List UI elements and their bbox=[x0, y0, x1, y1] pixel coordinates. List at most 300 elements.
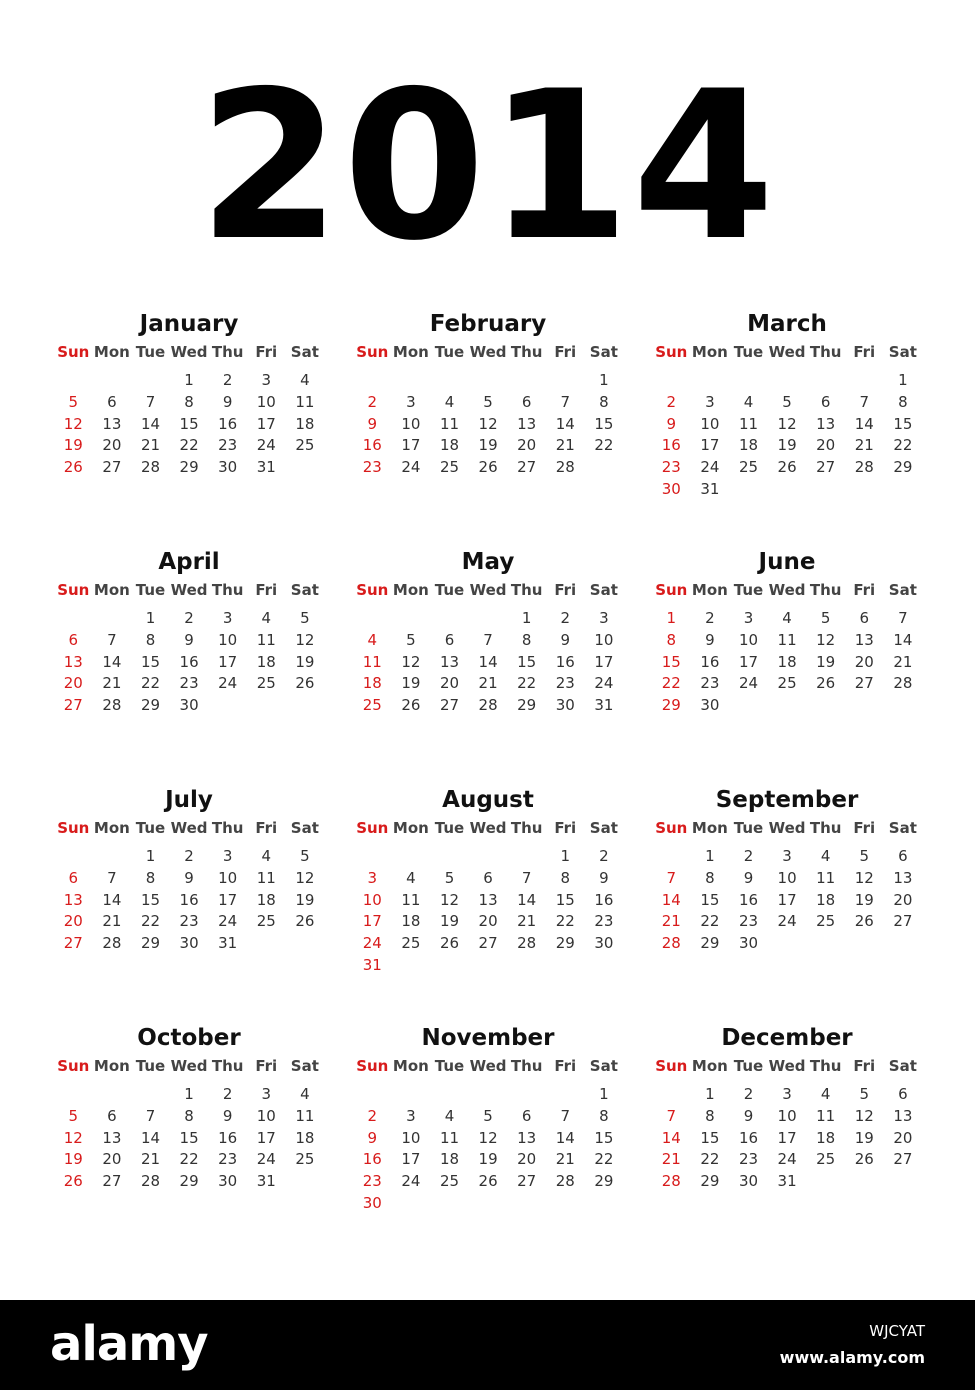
day-cell: 9 bbox=[599, 868, 609, 887]
weekday-sat: Sat bbox=[290, 1057, 319, 1075]
day-cell: 26 bbox=[63, 1172, 83, 1191]
month-january bbox=[54, 308, 324, 546]
weekday-fri: Fri bbox=[853, 819, 876, 837]
day-cell: 11 bbox=[256, 868, 276, 887]
alamy-logo: alamy bbox=[50, 1316, 208, 1372]
day-cell: 25 bbox=[256, 912, 276, 931]
day-cell: 15 bbox=[140, 652, 161, 671]
day-cell: 16 bbox=[738, 890, 759, 909]
day-cell: 27 bbox=[517, 1172, 537, 1191]
day-cell: 22 bbox=[179, 1150, 199, 1169]
day-cell: 6 bbox=[521, 1106, 532, 1125]
weekday-tue: Tue bbox=[135, 819, 166, 837]
day-cell: 25 bbox=[816, 1150, 836, 1169]
day-cell: 20 bbox=[893, 890, 913, 909]
day-cell: 22 bbox=[517, 674, 537, 693]
weekday-mon: Mon bbox=[392, 1057, 429, 1075]
weekday-header bbox=[353, 340, 623, 364]
day-cell: 2 bbox=[743, 1085, 754, 1103]
day-cell: 5 bbox=[782, 392, 792, 411]
weekday-sun: Sun bbox=[655, 581, 688, 599]
empty-cell bbox=[729, 370, 768, 392]
day-cell: 6 bbox=[898, 1085, 908, 1103]
day-cell: 20 bbox=[816, 436, 836, 455]
day-cell: 15 bbox=[179, 414, 199, 433]
day-cell: 21 bbox=[478, 674, 498, 693]
day-cell: 2 bbox=[599, 847, 609, 865]
day-cell: 26 bbox=[295, 912, 315, 931]
empty-cell bbox=[845, 370, 884, 392]
day-cell: 2 bbox=[743, 847, 754, 865]
day-cell: 8 bbox=[184, 1106, 194, 1125]
day-cell: 17 bbox=[401, 436, 421, 455]
empty-cell bbox=[768, 370, 807, 392]
day-cell: 27 bbox=[517, 458, 537, 477]
day-cell: 26 bbox=[439, 934, 460, 953]
weekday-fri: Fri bbox=[255, 819, 278, 837]
empty-cell bbox=[469, 846, 508, 868]
weekday-sun: Sun bbox=[57, 343, 90, 361]
day-cell: 9 bbox=[222, 1106, 233, 1125]
weekday-tue: Tue bbox=[434, 1057, 465, 1075]
day-cell: 14 bbox=[555, 414, 575, 433]
day-cell: 10 bbox=[401, 414, 421, 433]
empty-cell bbox=[806, 370, 845, 392]
day-cell: 10 bbox=[256, 392, 276, 411]
day-cell: 23 bbox=[594, 912, 614, 931]
day-cell: 24 bbox=[218, 674, 238, 693]
day-cell: 5 bbox=[406, 630, 416, 649]
day-cell: 20 bbox=[63, 912, 83, 931]
day-cell: 9 bbox=[367, 1128, 378, 1147]
weekday-tue: Tue bbox=[434, 581, 465, 599]
day-cell: 22 bbox=[661, 674, 681, 693]
weekday-sat: Sat bbox=[888, 581, 917, 599]
day-cell: 2 bbox=[560, 609, 571, 627]
empty-cell bbox=[691, 370, 730, 392]
day-cell: 27 bbox=[63, 934, 83, 953]
day-cell: 18 bbox=[777, 652, 797, 671]
day-cell: 26 bbox=[295, 674, 315, 693]
empty-cell bbox=[353, 608, 392, 630]
day-grid bbox=[353, 608, 623, 717]
weekday-sat: Sat bbox=[290, 819, 319, 837]
day-cell: 15 bbox=[179, 1128, 199, 1147]
weekday-thu: Thu bbox=[809, 1057, 842, 1075]
weekday-tue: Tue bbox=[135, 343, 166, 361]
day-cell: 21 bbox=[102, 674, 122, 693]
day-cell: 13 bbox=[816, 414, 836, 433]
empty-cell bbox=[392, 1084, 431, 1106]
day-cell: 14 bbox=[893, 630, 913, 649]
empty-cell bbox=[469, 370, 508, 392]
footer-bar bbox=[0, 1300, 975, 1390]
day-cell: 11 bbox=[401, 890, 421, 909]
day-cell: 23 bbox=[555, 674, 575, 693]
day-cell: 2 bbox=[367, 392, 378, 411]
weekday-wed: Wed bbox=[768, 819, 806, 837]
day-cell: 9 bbox=[705, 630, 715, 649]
day-cell: 26 bbox=[63, 458, 83, 477]
day-cell: 2 bbox=[222, 371, 233, 389]
day-cell: 18 bbox=[816, 890, 836, 909]
day-cell: 27 bbox=[893, 1150, 913, 1169]
day-cell: 22 bbox=[594, 436, 614, 455]
day-cell: 18 bbox=[401, 912, 421, 931]
day-cell: 25 bbox=[439, 458, 460, 477]
day-cell: 13 bbox=[517, 1128, 537, 1147]
day-cell: 30 bbox=[738, 1172, 759, 1191]
day-cell: 4 bbox=[743, 392, 754, 411]
month-april bbox=[54, 546, 324, 784]
month-name: August bbox=[442, 787, 534, 813]
day-cell: 6 bbox=[898, 847, 908, 865]
day-cell: 1 bbox=[599, 1085, 609, 1103]
day-cell: 8 bbox=[666, 630, 677, 649]
empty-cell bbox=[507, 1084, 546, 1106]
day-cell: 23 bbox=[738, 912, 759, 931]
weekday-header bbox=[652, 1054, 922, 1078]
weekday-thu: Thu bbox=[211, 819, 244, 837]
day-cell: 28 bbox=[854, 458, 874, 477]
day-cell: 18 bbox=[295, 414, 315, 433]
day-cell: 14 bbox=[517, 890, 537, 909]
day-cell: 15 bbox=[893, 414, 913, 433]
weekday-fri: Fri bbox=[554, 581, 577, 599]
day-cell: 28 bbox=[555, 1172, 575, 1191]
day-grid bbox=[54, 608, 324, 717]
day-cell: 29 bbox=[140, 696, 161, 715]
day-cell: 17 bbox=[362, 912, 382, 931]
day-cell: 27 bbox=[893, 912, 913, 931]
weekday-sun: Sun bbox=[655, 819, 688, 837]
weekday-sun: Sun bbox=[356, 819, 389, 837]
day-grid bbox=[54, 370, 324, 479]
month-october bbox=[54, 1022, 324, 1260]
day-cell: 7 bbox=[145, 1106, 156, 1125]
day-cell: 5 bbox=[859, 1085, 870, 1103]
day-cell: 30 bbox=[218, 458, 238, 477]
day-grid bbox=[652, 846, 922, 955]
day-cell: 19 bbox=[439, 912, 460, 931]
day-cell: 7 bbox=[107, 868, 117, 887]
weekday-sat: Sat bbox=[888, 343, 917, 361]
day-cell: 11 bbox=[777, 630, 797, 649]
day-cell: 3 bbox=[743, 609, 754, 627]
day-cell: 7 bbox=[560, 1106, 571, 1125]
month-july bbox=[54, 784, 324, 1022]
day-cell: 10 bbox=[700, 414, 720, 433]
day-cell: 8 bbox=[599, 392, 609, 411]
weekday-thu: Thu bbox=[809, 343, 842, 361]
day-cell: 1 bbox=[705, 1085, 715, 1103]
empty-cell bbox=[652, 370, 691, 392]
day-cell: 7 bbox=[560, 392, 571, 411]
day-cell: 13 bbox=[102, 1128, 122, 1147]
weekday-sun: Sun bbox=[57, 1057, 90, 1075]
weekday-mon: Mon bbox=[691, 581, 728, 599]
day-cell: 22 bbox=[700, 1150, 720, 1169]
day-cell: 6 bbox=[107, 1106, 117, 1125]
day-cell: 29 bbox=[700, 1172, 720, 1191]
day-cell: 7 bbox=[521, 868, 532, 887]
day-cell: 12 bbox=[63, 414, 83, 433]
weekday-mon: Mon bbox=[392, 343, 429, 361]
day-cell: 8 bbox=[184, 392, 194, 411]
day-cell: 5 bbox=[483, 392, 493, 411]
day-cell: 8 bbox=[145, 868, 156, 887]
day-cell: 5 bbox=[483, 1106, 493, 1125]
day-cell: 28 bbox=[893, 674, 913, 693]
day-cell: 26 bbox=[478, 1172, 498, 1191]
day-cell: 21 bbox=[140, 1150, 161, 1169]
day-cell: 13 bbox=[478, 890, 498, 909]
weekday-header bbox=[652, 816, 922, 840]
day-cell: 8 bbox=[705, 868, 715, 887]
day-cell: 11 bbox=[439, 414, 460, 433]
day-cell: 8 bbox=[898, 392, 908, 411]
empty-cell bbox=[353, 846, 392, 868]
empty-cell bbox=[507, 370, 546, 392]
day-cell: 8 bbox=[599, 1106, 609, 1125]
weekday-fri: Fri bbox=[554, 819, 577, 837]
day-cell: 18 bbox=[256, 890, 276, 909]
day-cell: 22 bbox=[893, 436, 913, 455]
day-cell: 22 bbox=[555, 912, 575, 931]
weekday-sun: Sun bbox=[57, 581, 90, 599]
empty-cell bbox=[131, 1084, 170, 1106]
weekday-wed: Wed bbox=[469, 1057, 507, 1075]
day-cell: 16 bbox=[218, 1128, 238, 1147]
day-cell: 14 bbox=[478, 652, 498, 671]
day-cell: 9 bbox=[560, 630, 571, 649]
day-cell: 17 bbox=[777, 1128, 797, 1147]
day-cell: 7 bbox=[898, 609, 908, 627]
day-cell: 11 bbox=[816, 868, 836, 887]
month-november bbox=[353, 1022, 623, 1260]
day-cell: 31 bbox=[594, 696, 614, 715]
day-cell: 10 bbox=[218, 868, 238, 887]
weekday-header bbox=[353, 816, 623, 840]
day-cell: 17 bbox=[777, 890, 797, 909]
day-cell: 21 bbox=[517, 912, 537, 931]
day-cell: 14 bbox=[102, 890, 122, 909]
day-cell: 25 bbox=[362, 696, 382, 715]
day-cell: 10 bbox=[256, 1106, 276, 1125]
day-cell: 19 bbox=[63, 436, 83, 455]
day-cell: 25 bbox=[295, 436, 315, 455]
day-cell: 19 bbox=[777, 436, 797, 455]
day-cell: 2 bbox=[222, 1085, 233, 1103]
day-cell: 9 bbox=[222, 392, 233, 411]
weekday-header bbox=[652, 578, 922, 602]
day-cell: 21 bbox=[854, 436, 874, 455]
day-cell: 29 bbox=[140, 934, 161, 953]
day-cell: 14 bbox=[854, 414, 874, 433]
day-cell: 25 bbox=[777, 674, 797, 693]
day-cell: 27 bbox=[102, 458, 122, 477]
empty-cell bbox=[131, 370, 170, 392]
day-cell: 7 bbox=[666, 868, 677, 887]
day-cell: 16 bbox=[738, 1128, 759, 1147]
day-cell: 19 bbox=[854, 890, 874, 909]
day-cell: 22 bbox=[140, 912, 161, 931]
day-cell: 5 bbox=[859, 847, 870, 865]
day-cell: 5 bbox=[68, 392, 79, 411]
day-cell: 18 bbox=[738, 436, 759, 455]
day-cell: 6 bbox=[820, 392, 831, 411]
day-cell: 10 bbox=[738, 630, 759, 649]
empty-cell bbox=[54, 1084, 93, 1106]
weekday-header bbox=[54, 578, 324, 602]
weekday-wed: Wed bbox=[170, 343, 208, 361]
month-name: June bbox=[758, 549, 816, 575]
day-cell: 9 bbox=[743, 868, 754, 887]
day-cell: 11 bbox=[256, 630, 276, 649]
empty-cell bbox=[507, 846, 546, 868]
empty-cell bbox=[93, 846, 132, 868]
day-cell: 28 bbox=[140, 1172, 161, 1191]
day-cell: 22 bbox=[700, 912, 720, 931]
day-cell: 23 bbox=[218, 436, 238, 455]
weekday-mon: Mon bbox=[392, 819, 429, 837]
weekday-thu: Thu bbox=[510, 343, 543, 361]
weekday-thu: Thu bbox=[211, 581, 244, 599]
day-cell: 4 bbox=[444, 1106, 455, 1125]
day-cell: 17 bbox=[218, 652, 238, 671]
empty-cell bbox=[93, 1084, 132, 1106]
day-cell: 14 bbox=[661, 890, 681, 909]
weekday-thu: Thu bbox=[510, 819, 543, 837]
day-cell: 7 bbox=[145, 392, 156, 411]
day-cell: 20 bbox=[102, 436, 122, 455]
day-cell: 28 bbox=[555, 458, 575, 477]
day-cell: 12 bbox=[854, 868, 874, 887]
day-cell: 23 bbox=[700, 674, 720, 693]
day-cell: 31 bbox=[362, 955, 382, 974]
day-grid bbox=[54, 846, 324, 955]
day-cell: 25 bbox=[738, 458, 759, 477]
month-name: November bbox=[421, 1025, 555, 1051]
weekday-thu: Thu bbox=[510, 1057, 543, 1075]
empty-cell bbox=[93, 608, 132, 630]
day-cell: 7 bbox=[483, 630, 493, 649]
weekday-mon: Mon bbox=[93, 343, 130, 361]
day-cell: 12 bbox=[295, 868, 315, 887]
month-name: July bbox=[165, 787, 213, 813]
weekday-thu: Thu bbox=[510, 581, 543, 599]
day-cell: 27 bbox=[854, 674, 874, 693]
empty-cell bbox=[54, 370, 93, 392]
weekday-wed: Wed bbox=[469, 819, 507, 837]
day-cell: 30 bbox=[594, 934, 614, 953]
day-cell: 26 bbox=[816, 674, 836, 693]
month-september bbox=[652, 784, 922, 1022]
day-cell: 9 bbox=[184, 630, 194, 649]
weekday-mon: Mon bbox=[93, 819, 130, 837]
weekday-header bbox=[353, 578, 623, 602]
day-cell: 30 bbox=[555, 696, 575, 715]
day-cell: 6 bbox=[107, 392, 117, 411]
weekday-wed: Wed bbox=[768, 581, 806, 599]
day-cell: 11 bbox=[295, 392, 315, 411]
weekday-sun: Sun bbox=[655, 1057, 688, 1075]
day-cell: 17 bbox=[738, 652, 759, 671]
empty-cell bbox=[392, 370, 431, 392]
day-cell: 21 bbox=[102, 912, 122, 931]
day-cell: 2 bbox=[184, 847, 194, 865]
day-cell: 14 bbox=[661, 1128, 681, 1147]
day-cell: 10 bbox=[401, 1128, 421, 1147]
day-cell: 30 bbox=[700, 696, 720, 715]
day-cell: 7 bbox=[859, 392, 870, 411]
day-cell: 16 bbox=[555, 652, 575, 671]
day-grid bbox=[353, 1084, 623, 1215]
day-cell: 3 bbox=[406, 392, 416, 411]
day-cell: 12 bbox=[295, 630, 315, 649]
empty-cell bbox=[652, 846, 691, 868]
day-cell: 31 bbox=[256, 1172, 276, 1191]
day-cell: 21 bbox=[555, 436, 575, 455]
day-cell: 17 bbox=[700, 436, 720, 455]
day-cell: 4 bbox=[261, 847, 272, 865]
day-cell: 29 bbox=[179, 458, 199, 477]
month-name: January bbox=[139, 311, 239, 337]
day-cell: 14 bbox=[140, 414, 161, 433]
day-cell: 3 bbox=[222, 609, 233, 627]
day-cell: 23 bbox=[179, 912, 199, 931]
empty-cell bbox=[93, 370, 132, 392]
empty-cell bbox=[353, 370, 392, 392]
day-cell: 27 bbox=[102, 1172, 122, 1191]
day-cell: 12 bbox=[854, 1106, 874, 1125]
day-cell: 24 bbox=[401, 1172, 421, 1191]
weekday-fri: Fri bbox=[853, 581, 876, 599]
day-cell: 27 bbox=[439, 696, 460, 715]
day-cell: 13 bbox=[854, 630, 874, 649]
month-may bbox=[353, 546, 623, 784]
day-cell: 24 bbox=[256, 436, 276, 455]
image-id: WJCYAT bbox=[869, 1322, 925, 1340]
day-cell: 23 bbox=[661, 458, 681, 477]
day-cell: 12 bbox=[816, 630, 836, 649]
day-cell: 18 bbox=[439, 436, 460, 455]
day-cell: 9 bbox=[184, 868, 194, 887]
weekday-sat: Sat bbox=[888, 819, 917, 837]
day-cell: 15 bbox=[140, 890, 161, 909]
day-cell: 5 bbox=[68, 1106, 79, 1125]
day-cell: 13 bbox=[893, 1106, 913, 1125]
day-cell: 31 bbox=[256, 458, 276, 477]
day-cell: 12 bbox=[401, 652, 421, 671]
year-title: 2014 bbox=[198, 48, 777, 286]
empty-cell bbox=[392, 608, 431, 630]
day-cell: 6 bbox=[444, 630, 455, 649]
day-cell: 3 bbox=[261, 371, 272, 389]
empty-cell bbox=[353, 1084, 392, 1106]
day-cell: 30 bbox=[179, 934, 199, 953]
day-cell: 21 bbox=[893, 652, 913, 671]
day-cell: 24 bbox=[738, 674, 759, 693]
day-cell: 1 bbox=[184, 371, 194, 389]
day-cell: 3 bbox=[222, 847, 233, 865]
weekday-fri: Fri bbox=[853, 1057, 876, 1075]
day-cell: 12 bbox=[63, 1128, 83, 1147]
day-cell: 27 bbox=[816, 458, 836, 477]
day-cell: 18 bbox=[295, 1128, 315, 1147]
day-cell: 5 bbox=[820, 609, 831, 627]
day-cell: 17 bbox=[401, 1150, 421, 1169]
